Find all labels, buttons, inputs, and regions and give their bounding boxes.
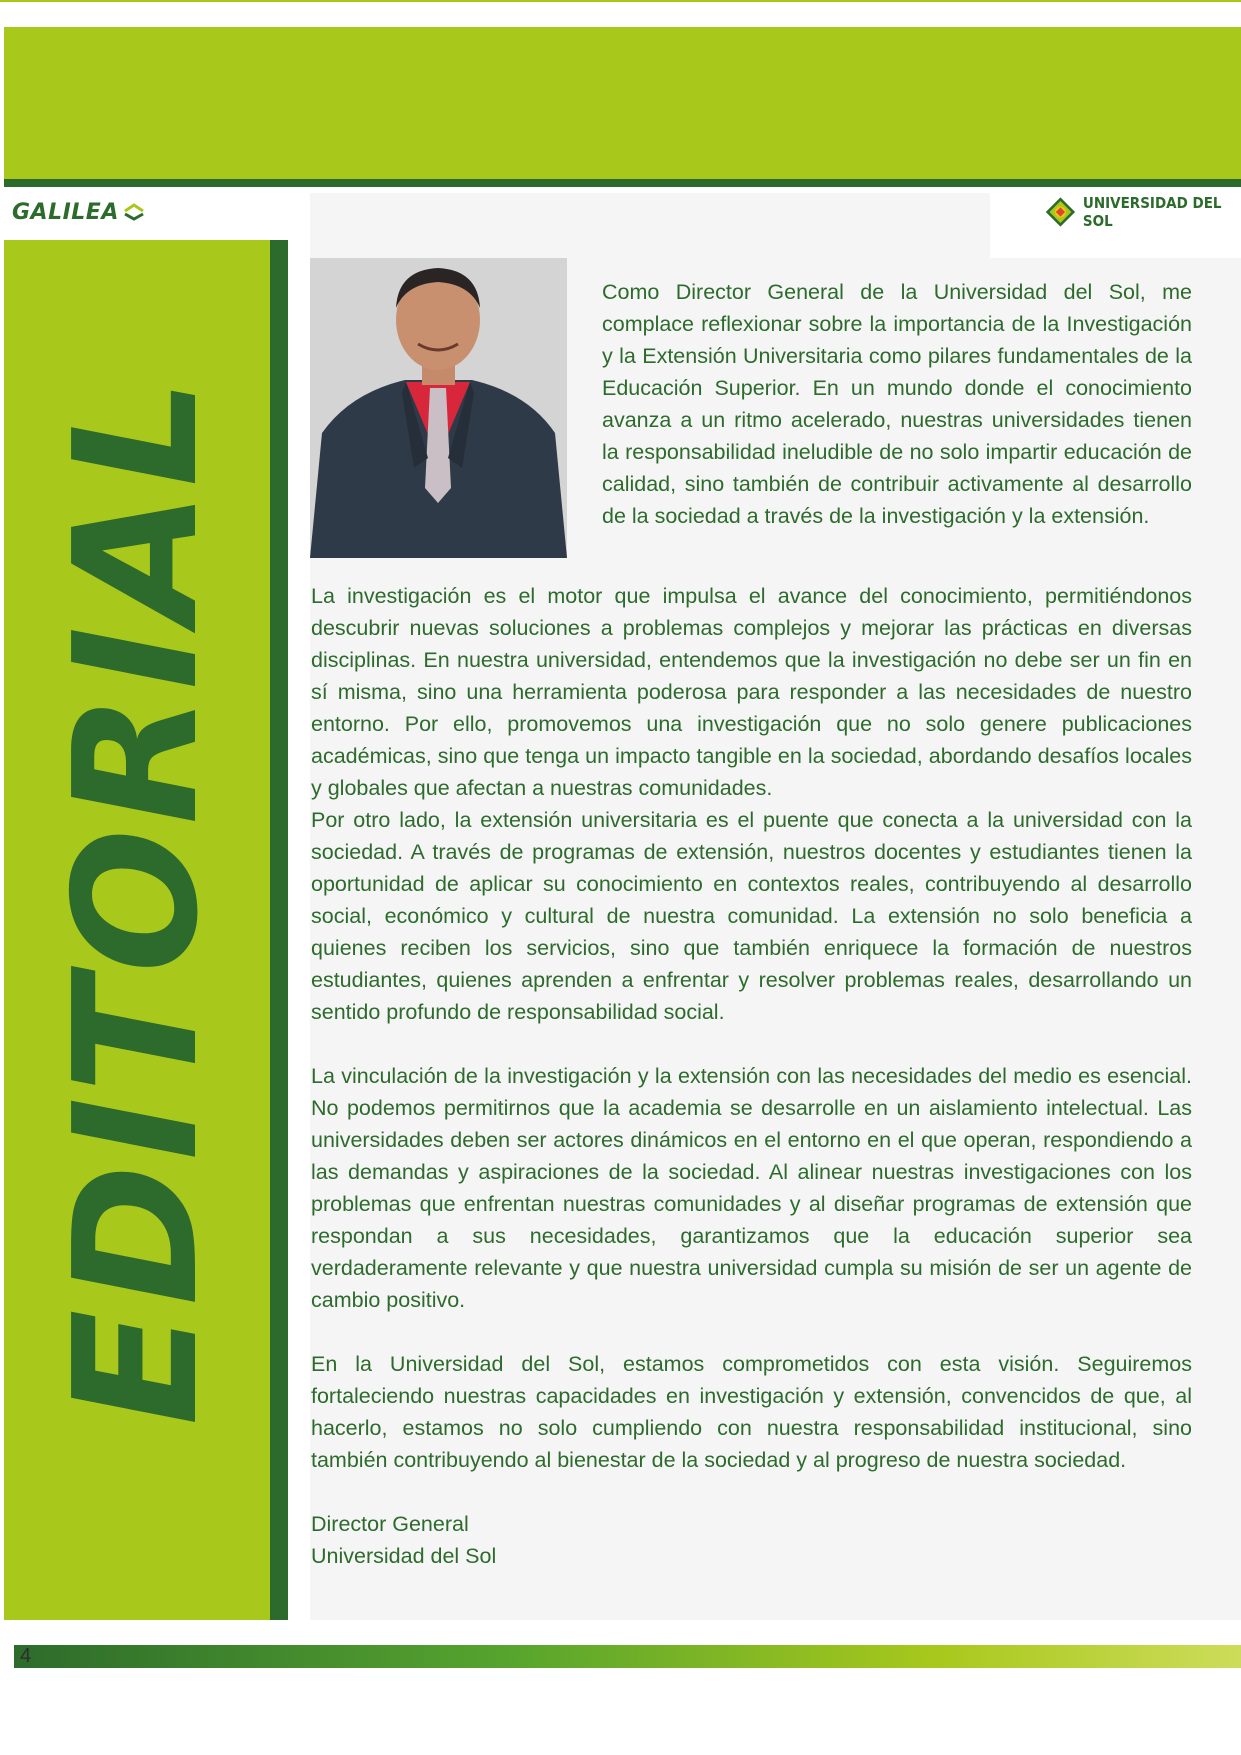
page-number: 4 [20,1645,32,1667]
galilea-logo-text: GALILEA [12,199,119,225]
article-paragraph: Por otro lado, la extensión universitaria es el puente que conecta a la universidad con la sociedad. A través de programas de extensión, nuestros docentes y estudiantes tienen la oportunidad de aplicar su conocimiento en contextos reales, contribuyendo al desarrollo social, económico y cultural de nuestra comunidad. La extensión no solo beneficia a quienes reciben los servicios, sino que también enriquece la formación de nuestros estudiantes, quienes aprenden a enfrentar y resolver problemas reales, desarrollando un sentido profundo de responsabilidad social. [311,808,1192,1024]
article-body [311,580,1192,1572]
director-portrait [310,258,567,558]
top-rule [0,0,1241,2]
article-intro: Como Director General de la Universidad del Sol, me complace reflexionar sobre la importancia de la Investigación y la Extensión Universitaria como pilares fundamentales de la Educación Superior. En un mundo donde el conocimiento avanza a un ritmo acelerado, nuestras universidades tienen la responsabilidad ineludible de no solo impartir educación de calidad, sino también de contribuir activamente al desarrollo de la sociedad a través de la investigación y la extensión. [602,280,1192,528]
article-paragraph: La vinculación de la investigación y la extensión con las necesidades del medio es esencial. No podemos permitirnos que la academia se desarrolle en un aislamiento intelectual. Las universidades deben ser actores dinámicos en el entorno en el que operan, respondiendo a las demandas y aspiraciones de la sociedad. Al alinear nuestras investigaciones con los problemas que enfrentan nuestras comunidades y al diseñar programas de extensión que respondan a sus necesidades, garantizamos que la educación superior sea verdaderamente relevante y que nuestra universidad cumpla su misión de ser un agente de cambio positivo. [311,1064,1192,1312]
sun-diamond-icon [1044,194,1077,230]
signature-organization: Universidad del Sol [311,1544,497,1568]
universidad-del-sol-logo [1044,194,1241,230]
chevron-circle-icon [123,203,145,221]
editorial-side-strip [270,240,288,1620]
article-paragraph: En la Universidad del Sol, estamos comprometidos con esta visión. Seguiremos fortaleciendo nuestras capacidades en investigación y extensión, convencidos de que, al hacerlo, estamos no solo cumpliendo con nuestra responsabilidad institucional, sino también contribuyendo al bienestar de la sociedad y al progreso de nuestra sociedad. [311,1352,1192,1472]
galilea-logo [12,197,145,227]
editorial-vertical-title: EDITORIAL [38,374,236,1426]
header-band-underline [4,179,1241,187]
article-paragraph: La investigación es el motor que impulsa el avance del conocimiento, permitiéndonos descubrir nuevas soluciones a problemas complejos y mejorar las prácticas en diversas disciplinas. En nuestra universidad, entendemos que la investigación no debe ser un fin en sí misma, sino una herramienta poderosa para responder a las necesidades de nuestro entorno. Por ello, promovemos una investigación que no solo genere publicaciones académicas, sino que tenga un impacto tangible en la sociedad, abordando desafíos locales y globales que afectan a nuestras comunidades. [311,584,1192,800]
universidad-del-sol-logo-text: UNIVERSIDAD DEL SOL [1082,194,1222,230]
signature-title: Director General [311,1512,469,1536]
footer-gradient-bar [14,1645,1241,1668]
header-band [4,27,1241,179]
